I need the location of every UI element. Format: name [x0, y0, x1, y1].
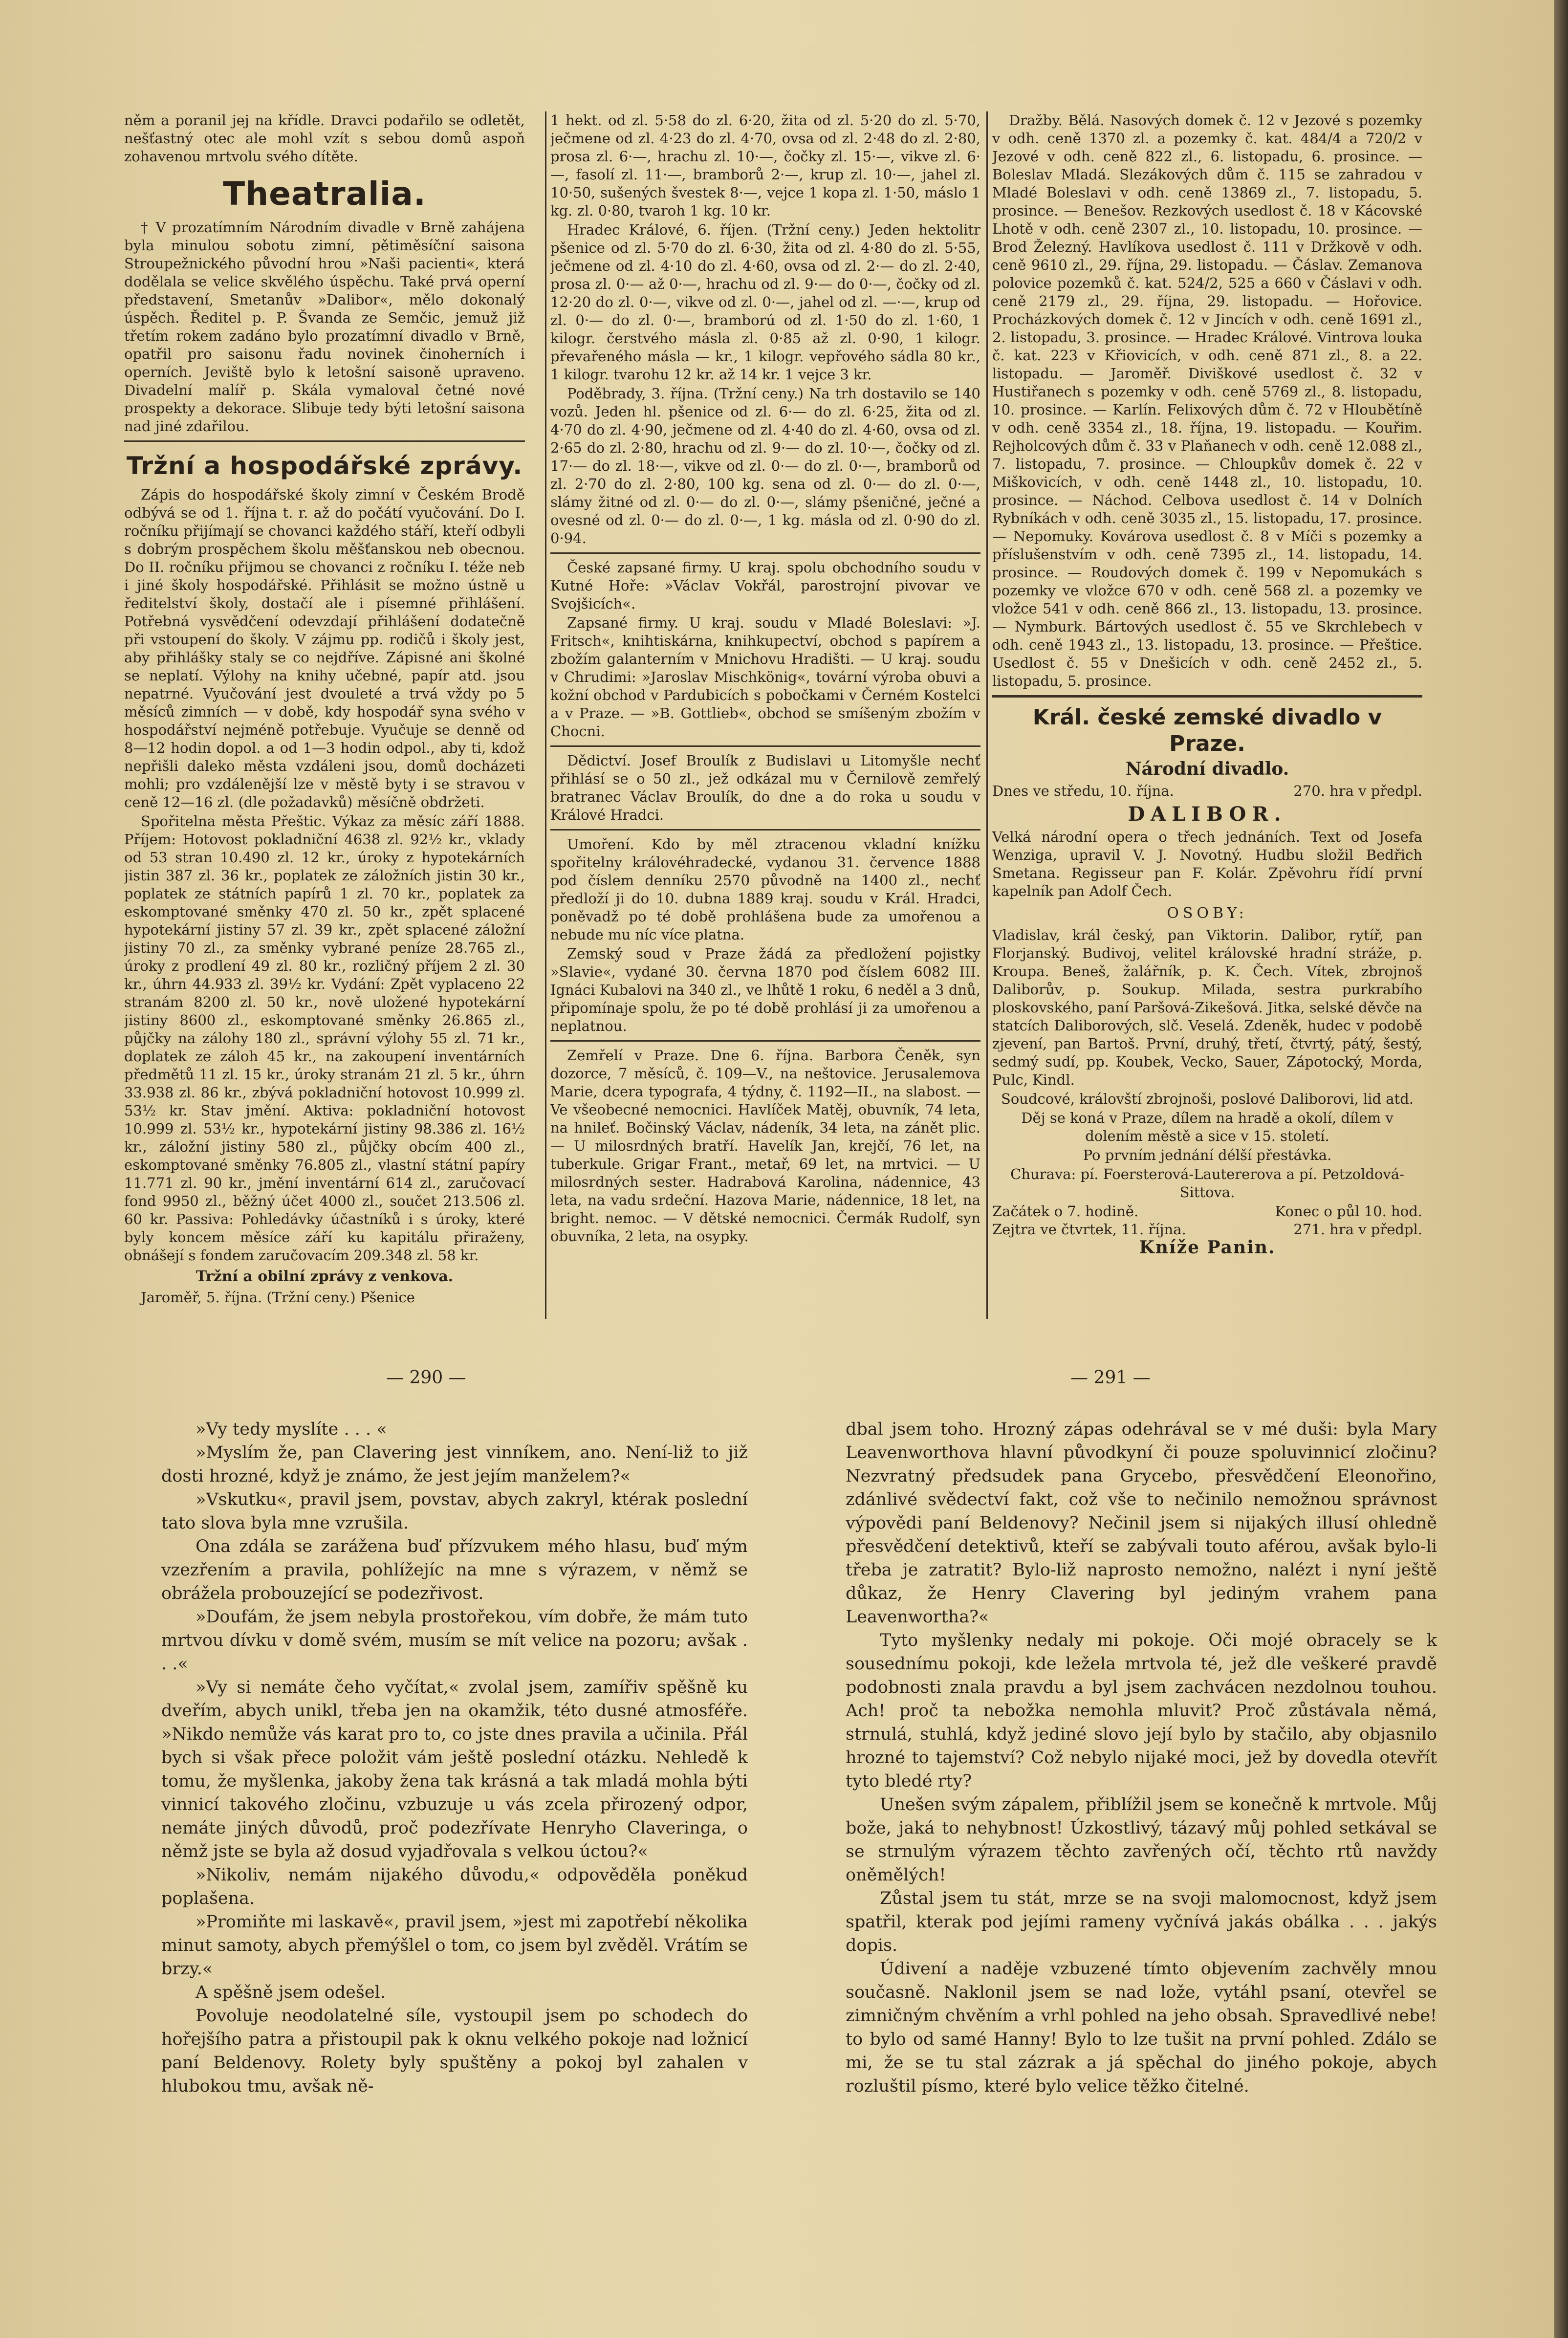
theatralia-text: † V prozatímním Národním divadle v Brně zahájena byla minulou sobotu zimní, pětiměsíční saisona Stroupežnického původní hrou »Naši pacienti«, která dodělala se velice skvělého úspěchu. Také prvá operní představení, Smetanův »Dalibor«, mělo dokonalý úspěch. Ředitel p. P. Švanda ze Semčic, jemuž již třetím rokem zadáno bylo prozatímní divadlo v Brně, opatřil pro saisonu řadu novinek činoherních i operních. Jeviště bylo k letošní saisoně upraveno. Divadelní malíř p. Skála vymaloval četné nové prospekty a dekorace. Slibuje tedy býti letošní saisona nad jiné zdařilou.	[124, 219, 525, 435]
market-text-3: Poděbrady, 3. října. (Tržní ceny.) Na trh dostavilo se 140 vozů. Jeden hl. pšenice od zl. 6·— do zl. 6·25, žita od zl. 4·70 do zl. 4·90, ječmene od zl. 4·40 do zl. 4·60, ovsa od zl. 2·65 do zl. 2·80, hrachu od zl. 9·— do zl. 10·—, čočky od zl. 17·— do zl. 18·—, vikve od zl. 0·— do zl. 0·—, bramborů od zl. 2·70 do zl. 2·80, 100 kg. sena od zl. 0·— do zl. 0·—, slámy žitné od zl. 0·— do zl. 0·—, slámy pšeničné, ječné a ovesné od zl. 0·— do zl. 0·—, 1 kg. másla od zl. 0·90 do zl. 0·94.	[550, 385, 980, 546]
middle-column	[550, 111, 980, 1319]
story-paragraph: A spěšně jsem odešel.	[196, 1983, 386, 2002]
deje-text: Děj se koná v Praze, dílem na hradě a okolí, dílem v dolením městě a sice v 15. století.	[1021, 1110, 1394, 1144]
hra2-text: 271. hra v předpl.	[1293, 1221, 1422, 1238]
start-end-row	[992, 1202, 1422, 1221]
theatre-announcement	[992, 704, 1422, 1257]
knize-panin: Kníže Panin.	[1139, 1237, 1276, 1258]
theatre-date-row	[992, 782, 1422, 800]
lid-text: Soudcové, královští zbrojnoši, poslové Daliborovi, lid atd.	[1001, 1091, 1414, 1107]
theatre-title: Král. české zemské divadlo v Praze.	[1032, 705, 1382, 756]
story-paragraph: »Nikoliv, nemám nijakého důvodu,« odpověděla poněkud poplašena.	[161, 1865, 748, 1908]
story-paragraph: »Vy tedy myslíte . . . «	[196, 1420, 387, 1439]
story-left-column	[161, 1418, 748, 2307]
dedictvi-text: Dědictví. Josef Broulík z Budislavi u Litomyšle nechť přihlásí se o 50 zl., jež odkázal mu v Černilově zemřelý bratranec Václav Broulík, do dne a do roka u soudu v Králové Hradci.	[550, 752, 980, 823]
market-text-2: Hradec Králové, 6. říjen. (Tržní ceny.) Jeden hektolitr pšenice od zl. 5·70 do zl. 6·30, žita od zl. 4·80 do zl. 5·55, ječmene od zl. 4·10 do zl. 4·60, ovsa od zl. 2·— do zl. 2·40, prosa zl. 0·— až 0·—, hrachu od zl. 9·— do 0·—, čočky od zl. 12·20 do zl. 0·—, vikve od zl. 0·—, jahel od zl. —·—, krup od zl. 0·— do zl. 0·—, bramború od zl. 1·50 do zl. 1·60, 1 kilogr. čerstvého másla zl. 0·85 až zl. 0·90, 1 kilogr. převařeného másla — kr., 1 kilogr. vepřového sádla 80 kr., 1 kilogr. tvarohu 12 kr. až 14 kr. 1 vejce 3 kr.	[550, 221, 980, 383]
trzni-heading: Tržní a hospodářské zprávy.	[126, 452, 523, 480]
column-divider	[545, 111, 546, 1319]
story-paragraph: Ona zdála se zarážena buď přízvukem mého hlasu, buď mým vzezřením a pravila, pohlížejíc na mne s výrazem, v němž se obrážela probouzející se podezřivost.	[161, 1537, 748, 1603]
churava-text: Churava: pí. Foersterová-Lautererova a pí. Petzoldová-Sittova.	[1010, 1166, 1404, 1201]
market-text-1: 1 hekt. od zl. 5·58 do zl. 6·20, žita od zl. 5·20 do zl. 5·70, ječmene od zl. 4·23 do zl. 4·70, ovsa od zl. 2·48 do zl. 2·80, prosa zl. 6·—, hrachu zl. 10·—, čočky zl. 15·—, vikve zl. 6·—, fasolí zl. 11·—, bramborů 2·—, krup zl. 10·—, jahel zl. 10·50, sušených švestek 8·—, vejce 1 kopa zl. 1·50, máslo 1 kg. zl. 0·80, tvaroh 1 kg. 10 kr.	[550, 112, 980, 219]
story-paragraph: »Myslím že, pan Clavering jest vinníkem, ano. Není-liž to již dosti hrozné, když je známo, že jest jejím manželem?«	[161, 1443, 748, 1486]
zemreli-text: Zemřelí v Praze. Dne 6. října. Barbora Čeněk, syn dozorce, 7 měsíců, č. 109—V., na neštovice. Jerusalemova Marie, dcera typografa, 4 týdny, č. 1192—II., na slabost. — Ve všeobecné nemocnici. Havlíček Matěj, obuvník, 74 leta, na hnileť. Bočinský Václav, nádeník, 34 leta, na zánět plic. — U milosrdných bratří. Havelík Jan, krejčí, 76 let, na tuberkule. Grigar Frant., metař, 69 let, na mrtvici. — U milosrdných sester. Hadrabová Karolina, nádennice, 43 leta, na vadu srdeční. Hazova Marie, nádennice, 18 let, na bright. nemoc. — V dětské nemocnici. Čermák Rudolf, syn obuvníka, 2 leta, na osypky.	[550, 1047, 980, 1245]
section-rule	[550, 1040, 980, 1042]
osoby-heading: OSOBY:	[1167, 905, 1248, 922]
play-description: Velká národní opera o třech jednáních. Text od Josefa Wenziga, upravil V. J. Novotný. Hudbu složil Bedřich Smetana. Regisseur pan F. Kolár. Zpěvohru řídí první kapelník pan Adolf Čech.	[992, 829, 1422, 899]
left-column	[124, 111, 525, 1319]
firmy-text-1: České zapsané firmy. U kraj. spolu obchodního soudu v Kutné Hoře: »Václav Vokřál, parostrojní pivovar ve Svojšicích«.	[550, 559, 980, 612]
prvni-text: Po prvním jednání délší přestávka.	[1083, 1147, 1332, 1163]
theatralia-heading: Theatralia.	[223, 175, 426, 213]
section-rule	[550, 829, 980, 830]
right-column	[992, 111, 1422, 1319]
story-paragraph: »Promiňte mi laskavě«, pravil jsem, »jest mi zapotřebí několika minut samoty, abych přemýšlel o tom, co jsem byl zvěděl. Vrátím se brzy.«	[161, 1912, 748, 1979]
drazby-text: Dražby. Bělá. Nasových domek č. 12 v Jezové s pozemky v odh. ceně 1370 zl. a pozemky č. kat. 484/4 a 720/2 v Jezové v odh. ceně 822 zl., 6. listopadu, 6. prosince. — Boleslav Mladá. Slezákových dům č. 115 se zahradou v Mladé Boleslavi v odh. ceně 13869 zl., 7. listopadu, 5. prosince. — Benešov. Rezkových usedlost č. 18 v Kácovské Lhotě v odh. ceně 2307 zl., 10. listopadu, 10. prosince. — Brod Železný. Havlíkova usedlost č. 111 v Držkově v odh. ceně 9610 zl., 29. října, 29. listopadu. — Čáslav. Zemanova polovice pozemků č. kat. 524/2, 525 a 660 v Čáslavi v odh. ceně 2179 zl., 29. října, 29. listopadu. — Hořovice. Procházkových domek č. 12 v Jincích v odh. ceně 1691 zl., 2. listopadu, 3. prosince. — Hradec Králové. Vintrova louka č. kat. 223 v Křiovicích, v odh. ceně 871 zl., 8. a 22. listopadu. — Jaroměř. Diviškové usedlost č. 32 v Hustiřanech s pozemky v odh. ceně 5769 zl., 8. listopadu, 10. prosince. — Karlín. Felixových dům č. 72 v Hloubětíně v odh. ceně 3354 zl., 18. října, 19. listopadu. — Kouřim. Rejholcových dům č. 33 v Plaňanech v odh. ceně 12.088 zl., 7. listopadu, 7. prosince. — Chloupkův domek č. 22 v Miškovicích, v odh. ceně 1448 zl., 10. listopadu, 10. prosince. — Náchod. Celbova usedlost č. 14 v Dolních Rybníkách v odh. ceně 3035 zl., 15. listopadu, 17. prosince. — Nepomuky. Kovárova usedlost č. 8 v Míči s pozemky a příslušenstvím v odh. ceně 7395 zl., 14. listopadu, 14. prosince. — Roudových domek č. 199 v Nepomukách s pozemky ve vložce 670 v odh. ceně 568 zl. a pozemky ve vložce 541 v odh. ceně 866 zl., 13. listopadu, 13. prosince. — Nymburk. Bártových usedlost č. 55 ve Skrchlebech v odh. ceně 1943 zl., 13. listopadu, 13. prosince. — Přeštice. Usedlost č. 55 v Dnešicích v odh. ceně 2452 zl., 5. listopadu, 5. prosince.	[992, 112, 1422, 689]
play-title: DALIBOR.	[1128, 803, 1287, 826]
intro-text: něm a poranil jej na křídle. Dravci podařilo se odletět, nešťastný otec ale mohl vzít s sebou domů aspoň zohavenou mrtvolu svého dítěte.	[124, 112, 525, 165]
section-rule	[550, 552, 980, 554]
story-paragraph: »Vskutku«, pravil jsem, povstav, abych zakryl, ktérak poslední tato slova byla mne vzrušila.	[161, 1490, 748, 1533]
theatre-date: Dnes ve středu, 10. října.	[992, 783, 1174, 799]
story-paragraph: »Vy si nemáte čeho vyčítat,« zvolal jsem, zamířiv spěšně ku dveřím, abych unikl, třeba jen na okamžik, této dusné atmosféře. »Nikdo nemůže vás karat pro to, co jste dnes pravila a učinila. Přál bych si však přece položit vám ještě poslední otázku. Nehledě k tomu, že myšlenka, jakoby žena tak krásná a tak mladá mohla býti vinnicí takového zločinu, vzbuzuje u vás zcela přirozený odpor, nemáte jiných důvodů, proč podezřívate Henryho Claveringa, o němž jste se byla až dosud vyjadřovala s velkou úctou?«	[161, 1678, 748, 1861]
firmy-text-2: Zapsané firmy. U kraj. soudu v Mladé Boleslavi: »J. Fritsch«, knihtiskárna, knihkupectví, obchod s papírem a zbožím galanterním v Mnichovu Hradišti. — U kraj. soudu v Chrudimi: »Jaroslav Mischkönig«, tovární výroba obuvi a kožní obchod v Pardubicích s pobočkami v Černém Kostelci a v Praze. — »B. Gottlieb«, obchod se smíšeným zbožím v Chocni.	[550, 614, 980, 740]
page-number-right: — 291 —	[1070, 1368, 1151, 1388]
next-play-row	[992, 1221, 1422, 1239]
section-rule	[992, 695, 1422, 698]
story-paragraph: »Doufám, že jsem nebyla prostořekou, vím dobře, že mám tuto mrtvou dívku v domě svém, musím se mít velice na pozoru; avšak . . .«	[161, 1607, 748, 1674]
zapis-text: Zápis do hospodářské školy zimní v Českém Brodě odbývá se od 1. října t. r. až do počátí vyučování. Do I. ročníku přijímají se chovanci každého stáří, kteří odbyli s dobrým prospěchem školu měšťanskou neb obecnou. Do II. ročníku přijmou se chovanci z ročníku I. téže neb i jiné školy hospodářské. Přihlásit se možno ústně u ředitelství školy, dostačí ale i písemné přihlášení. Potřebná vysvědčení odevzdají přihlášení dodatečně při vstoupení do školy. V zájmu pp. rodičů i školy jest, aby přihlášky staly se co nejdříve. Zápisné ani školné se neplatí. Výlohy na knihy učebné, papír atd. jsou nepatrné. Vyučování jest dvouleté a trvá vždy po 5 měsíců zimních — v době, kdy hospodář syna svého v hospodářství nejméně potřebuje. Vyučuje se denně od 8—12 hodin dopol. a od 1—3 hodin odpol., aby ti, kdož nepřišli daleko města vzdáleni jsou, domů docházeti mohli; pro vzdálenější lze v městě byty i se stravou v ceně 12—16 zl. (dle požadavků) měsíčně obdržeti.	[124, 486, 525, 810]
story-paragraph: Povoluje neodolatelné síle, vystoupil jsem po schodech do hořejšího patra a přistoupil pak k oknu velkého pokoje nad ložnicí paní Beldenovy. Rolety byly spuštěny a pokoj byl zahalen v hlubokou tmu, avšak ně-	[161, 2006, 748, 2096]
konec-text: Konec o půl 10. hod.	[1275, 1203, 1422, 1220]
story-right-column	[846, 1418, 1437, 2307]
osoby-list: Vladislav, král český, pan Viktorin. Dalibor, rytíř, pan Florjanský. Budivoj, velitel královské hradní stráže, p. Kroupa. Beneš, žalářník, p. K. Čech. Vítek, zbrojnoš Daliborův, p. Soukup. Milada, sestra purkrabího ploskovského, paní Paršová-Zikešová. Jitka, selské děvče na statcích Daliborových, slč. Veselá. Zdeněk, hudec v podobě zjevení, pan Bartoš. První, druhý, třetí, čtvrtý, pátý, šestý, sedmý sudí, pp. Koubek, Vecko, Sauer, Zápotocký, Morda, Pulc, Kindl.	[992, 927, 1422, 1088]
story-paragraph: dbal jsem toho. Hrozný zápas odehrával se v mé duši: byla Mary Leavenworthova hlavní původkyní či pouze spoluvinnicí zločinu? Nezvratný předsudek pana Grycebo, přesvědčení Eleonořino, zdánlivé svědectví fakt, což vše to nečinilo nemožnou správnost výpovědi paní Beldenovy? Nečinil jsem si nijakých illusí ohledně přesvědčení detektivů, kteří se zabývali touto aférou, avšak bylo-li třeba je zatratit? Bylo-liž naprosto nemožno, nalézt i nyní ještě důkaz, že Henry Clavering byl jediným vrahem pana Leavenworthа?«	[846, 1420, 1437, 1627]
theatre-hra: 270. hra v předpl.	[1293, 783, 1422, 799]
story-paragraph: Unešen svým zápalem, přiblížil jsem se konečně k mrtvole. Můj bože, jaká to nehybnost! Úzkostlivý, tázavý můj pohled setkával se se strnulým výrazem těchto zavřených očí, těchto rtů navždy oněmělých!	[846, 1795, 1437, 1885]
story-paragraph: Údivení a naděje vzbuzené tímto objevením zachvěly mnou současně. Naklonil jsem se nad lože, vytáhl psaní, otevřel se zimničným chvěním a vrhl pohled na jeho obsah. Spravedlivé nebe! to bylo od samé Hanny! Bylo to lze tušit na první pohled. Zdálo se mi, že se tu stal zázrak a já spěchal do jiného pokoje, abych rozluštil písmo, které bylo velice těžko čitelné.	[846, 1959, 1437, 2096]
page-edge	[1554, 0, 1568, 2338]
theatre-subtitle: Národní divadlo.	[1125, 759, 1289, 779]
section-rule	[550, 745, 980, 747]
page-number-left: — 290 —	[386, 1368, 466, 1388]
section-rule	[124, 440, 525, 442]
zejtra-text: Zejtra ve čtvrtek, 11. října.	[992, 1221, 1186, 1238]
zacatek-text: Začátek o 7. hodině.	[992, 1203, 1139, 1220]
obilni-heading: Tržní a obilní zprávy z venkova.	[196, 1268, 454, 1285]
zemsky-text: Zemský soud v Praze žádá za předložení pojistky »Slavie«, vydané 30. června 1870 pod číslem 6082 III. Ignáci Kubalovi na 340 zl., ve lhůtě 1 roku, 6 neděl a 3 dnů, připomínaje spolu, že po té době prohlásí ji za umořenou a neplatnou.	[550, 945, 980, 1034]
story-paragraph: Tyto myšlenky nedaly mi pokoje. Oči mojé obracely se k sousednímu pokoji, kde ležela mrtvola té, jež dle veškeré pravdě podobnosti znala pravdu a byl jsem zachvácen nezdolnou touhou. Ach! proč ta nebožka nemohla mluvit? Proč zůstávala němá, strnulá, stuhlá, když jediné slovo její bylo by stačilo, aby objasnilo hrozné to tajemství? Což nebylo nijaké moci, jež by dovedla otevřít tyto bledé rty?	[846, 1631, 1437, 1791]
jaromer-text: Jaroměř, 5. října. (Tržní ceny.) Pšenice	[141, 1289, 415, 1306]
column-divider	[986, 111, 988, 1319]
umoreni-text: Umoření. Kdo by měl ztracenou vkladní knížku spořitelny královéhradecké, vydanou 31. července 1888 pod číslem denníku 2570 původně na 1400 zl., nechť předloží ji do 10. dubna 1889 kraj. soudu v Král. Hradci, poněvadž po té době prohlášena bude za umořenou a nebude mu níc více platna.	[550, 836, 980, 943]
story-paragraph: Zůstal jsem tu stát, mrze se na svoji malomocnost, když jsem spatřil, kterak pod jejími rameny vyčnívá jakás obálka . . . jakýs dopis.	[846, 1889, 1437, 1955]
sporitelna-text: Spořitelna města Přeštic. Výkaz za měsíc září 1888. Příjem: Hotovost pokladniční 4638 zl. 92½ kr., vklady od 53 stran 10.490 zl. 12 kr., úroky z hypotekárních jistin 387 zl. 36 kr., poplatek ze záložních jistin 30 kr., poplatek ze státních papírů 1 zl. 70 kr., poplatek za eskomptované směnky 470 zl. 50 kr., zpět splacené hypotekární jistiny 57 zl. 39 kr., zpět splacené záložní jistiny 70 zl., za směnky vybrané peníze 28.765 zl., úroky z prodlení 49 zl. 80 kr., rozličný příjem 2 zl. 30 kr., úhrn 44.933 zl. 39½ kr. Vydání: Zpět vyplaceno 22 stranám 8200 zl. 50 kr., nově uložené hypotekární jistiny 8600 zl., eskomptované směnky 26.865 zl., půjčky na zálohy 180 zl., správní výlohy 55 zl. 71 kr., doplatek ze záloh 45 kr., na zakoupení inventárních předmětů 11 zl. 15 kr., úroky stranám 21 zl. 5 kr., úhrn 33.938 zl. 86 kr., zbývá pokladniční hotovost 10.999 zl. 53½ kr. Stav jmění. Aktiva: pokladniční hotovost 10.999 zl. 53½ kr., hypotekární jistiny 98.386 zl. 16½ kr., záložní jistiny 580 zl., půjčky obcím 400 zl., eskomptované směnky 76.805 zl., vlastní státní papíry 11.771 zl. 90 kr., jmění inventární 614 zl., zaručovací fond 9950 zl., běžný účet 4000 zl., součet 213.506 zl. 60 kr. Passiva: Pohledávky účastníků i s úroky, které byly koncem měsíce září ku kapitálu přiraženy, obnášejí s fondem zaručovacím 209.348 zl. 58 kr.	[124, 813, 525, 1264]
